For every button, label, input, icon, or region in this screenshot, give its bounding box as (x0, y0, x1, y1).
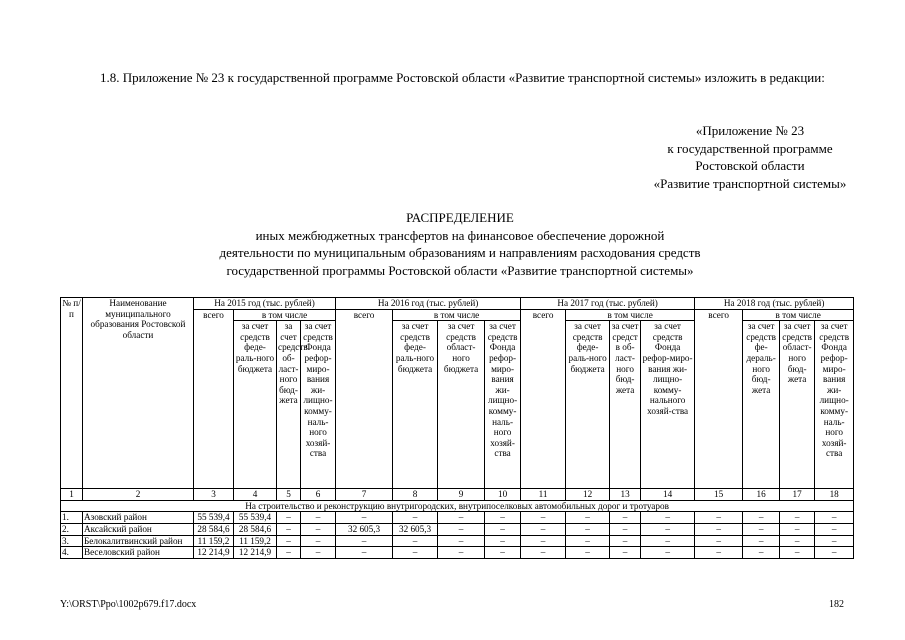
source-header: за счет средств област-ного бюджета (438, 321, 485, 489)
including-header: в том числе (234, 309, 336, 321)
including-header: в том числе (566, 309, 695, 321)
value-cell: – (815, 547, 854, 559)
page-number: 182 (829, 599, 844, 610)
value-cell: 32 605,3 (393, 523, 438, 535)
value-cell: – (521, 523, 566, 535)
column-number: 16 (743, 489, 780, 501)
value-cell: – (743, 512, 780, 524)
source-header: за счет средств Фонда рефор-миро-вания жи-лищно-комму-наль-ного хозяй-ства (815, 321, 854, 489)
column-number: 11 (521, 489, 566, 501)
source-header: за счет средств феде-раль-ного бюджета (234, 321, 277, 489)
value-cell: – (815, 535, 854, 547)
file-path: Y:\ORST\Ppo\1002p679.f17.docx (60, 599, 197, 610)
column-number-row (61, 489, 854, 501)
column-number: 2 (83, 489, 194, 501)
value-cell: – (438, 547, 485, 559)
value-cell: – (438, 512, 485, 524)
value-cell: – (393, 535, 438, 547)
table-row (61, 512, 854, 524)
document-heading (120, 209, 800, 279)
value-cell: – (780, 547, 815, 559)
column-number: 7 (336, 489, 393, 501)
value-cell: – (301, 512, 336, 524)
value-cell: – (566, 512, 610, 524)
value-cell: – (521, 547, 566, 559)
section-row (61, 500, 854, 512)
appendix-line: «Развитие транспортной системы» (653, 175, 847, 191)
source-header: за счет средств Фонда рефор-миро-вания жи-лищно-комму-нального хозяй-ства (641, 321, 695, 489)
year-header: На 2017 год (тыс. рублей) (521, 298, 695, 310)
column-number: 4 (234, 489, 277, 501)
value-cell: – (301, 535, 336, 547)
value-cell: – (438, 535, 485, 547)
including-header: в том числе (743, 309, 854, 321)
column-number: 17 (780, 489, 815, 501)
heading-title: РАСПРЕДЕЛЕНИЕ (406, 210, 514, 225)
row-number: 2. (61, 523, 83, 535)
value-cell: 55 539,4 (234, 512, 277, 524)
header-row-years (61, 298, 854, 310)
appendix-line: Ростовской области (695, 158, 805, 173)
source-header: за счет средств феде-раль-ного бюджета (566, 321, 610, 489)
value-cell: – (610, 523, 641, 535)
municipality-name: Аксайский район (83, 523, 194, 535)
distribution-table (60, 297, 854, 559)
row-number: 3. (61, 535, 83, 547)
value-cell: – (301, 547, 336, 559)
value-cell: – (641, 512, 695, 524)
value-cell: – (641, 547, 695, 559)
value-cell: 32 605,3 (336, 523, 393, 535)
value-cell: – (695, 547, 743, 559)
column-number: 14 (641, 489, 695, 501)
value-cell: – (695, 535, 743, 547)
value-cell: – (485, 535, 521, 547)
section-title: На строительство и реконструкцию внутригородских, внутрипоселковых автомобильных дорог и тротуаров (61, 500, 854, 512)
value-cell: – (277, 547, 301, 559)
column-number: 15 (695, 489, 743, 501)
value-cell: – (277, 512, 301, 524)
column-number: 6 (301, 489, 336, 501)
intro-paragraph: 1.8. Приложение № 23 к государственной программе Ростовской области «Развитие транспортной системы» изложить в редакции: (100, 70, 825, 85)
value-cell: – (336, 535, 393, 547)
value-cell: – (780, 535, 815, 547)
column-number: 8 (393, 489, 438, 501)
table-row (61, 547, 854, 559)
heading-line: иных межбюджетных трансфертов на финансовое обеспечение дорожной (255, 227, 665, 243)
value-cell: – (485, 523, 521, 535)
value-cell: – (521, 535, 566, 547)
column-number: 5 (277, 489, 301, 501)
value-cell: – (277, 535, 301, 547)
value-cell: – (438, 523, 485, 535)
year-header: На 2015 год (тыс. рублей) (194, 298, 336, 310)
value-cell: 11 159,2 (234, 535, 277, 547)
column-number: 12 (566, 489, 610, 501)
value-cell: – (695, 523, 743, 535)
row-number: 1. (61, 512, 83, 524)
column-number: 3 (194, 489, 234, 501)
value-cell: – (336, 547, 393, 559)
heading-line: деятельности по муниципальным образованиям и направлениям расходования средств (219, 245, 701, 260)
municipality-name: Азовский район (83, 512, 194, 524)
source-header: за счет средст в об-ласт-ного бюд-жета (610, 321, 641, 489)
year-header: На 2016 год (тыс. рублей) (336, 298, 521, 310)
value-cell: – (815, 523, 854, 535)
total-header: всего (194, 309, 234, 489)
source-header: за счет средств област-ного бюд-жета (780, 321, 815, 489)
table-row (61, 535, 854, 547)
value-cell: – (610, 547, 641, 559)
value-cell: – (610, 512, 641, 524)
value-cell: – (277, 523, 301, 535)
value-cell: – (641, 535, 695, 547)
value-cell: – (743, 535, 780, 547)
heading-line: государственной программы Ростовской области «Развитие транспортной системы» (226, 262, 694, 278)
source-header: за счет средств феде-раль-ного бюджета (393, 321, 438, 489)
value-cell: – (610, 535, 641, 547)
value-cell: 55 539,4 (194, 512, 234, 524)
value-cell: – (641, 523, 695, 535)
value-cell: – (301, 523, 336, 535)
municipality-name: Белокалитвинский район (83, 535, 194, 547)
value-cell: 28 584,6 (194, 523, 234, 535)
value-cell: – (566, 535, 610, 547)
value-cell: – (393, 512, 438, 524)
appendix-line: «Приложение № 23 (695, 123, 805, 138)
including-header: в том числе (393, 309, 521, 321)
value-cell: – (743, 547, 780, 559)
value-cell: – (566, 523, 610, 535)
value-cell: 12 214,9 (194, 547, 234, 559)
total-header: всего (521, 309, 566, 489)
year-header: На 2018 год (тыс. рублей) (695, 298, 854, 310)
appendix-line: к государственной программе (667, 140, 833, 156)
source-header: за счет средств Фонда рефор-миро-вания жи-лищно-комму-наль-ного хозяй-ства (485, 321, 521, 489)
total-header: всего (695, 309, 743, 489)
value-cell: – (695, 512, 743, 524)
source-header: за счет средств Фонда рефор-миро-вания жи-лищно-комму-наль-ного хозяй-ства (301, 321, 336, 489)
value-cell: 28 584,6 (234, 523, 277, 535)
value-cell: – (393, 547, 438, 559)
appendix-header (600, 122, 900, 192)
value-cell: – (336, 512, 393, 524)
value-cell: – (485, 547, 521, 559)
value-cell: 12 214,9 (234, 547, 277, 559)
column-number: 10 (485, 489, 521, 501)
table-row (61, 523, 854, 535)
value-cell: – (815, 512, 854, 524)
column-number: 1 (61, 489, 83, 501)
value-cell: – (485, 512, 521, 524)
col-number-header: № п/п (61, 298, 83, 489)
value-cell: – (743, 523, 780, 535)
row-number: 4. (61, 547, 83, 559)
value-cell: – (566, 547, 610, 559)
value-cell: – (521, 512, 566, 524)
value-cell: 11 159,2 (194, 535, 234, 547)
source-header: за счет средств фе-дераль-ного бюд-жета (743, 321, 780, 489)
total-header: всего (336, 309, 393, 489)
value-cell: – (780, 512, 815, 524)
source-header: за счет средств об-ласт-ного бюд-жета (277, 321, 301, 489)
column-number: 9 (438, 489, 485, 501)
municipality-name: Веселовский район (83, 547, 194, 559)
col-name-header: Наименование муниципального образования Ростовской области (83, 298, 194, 489)
column-number: 13 (610, 489, 641, 501)
value-cell: – (780, 523, 815, 535)
column-number: 18 (815, 489, 854, 501)
